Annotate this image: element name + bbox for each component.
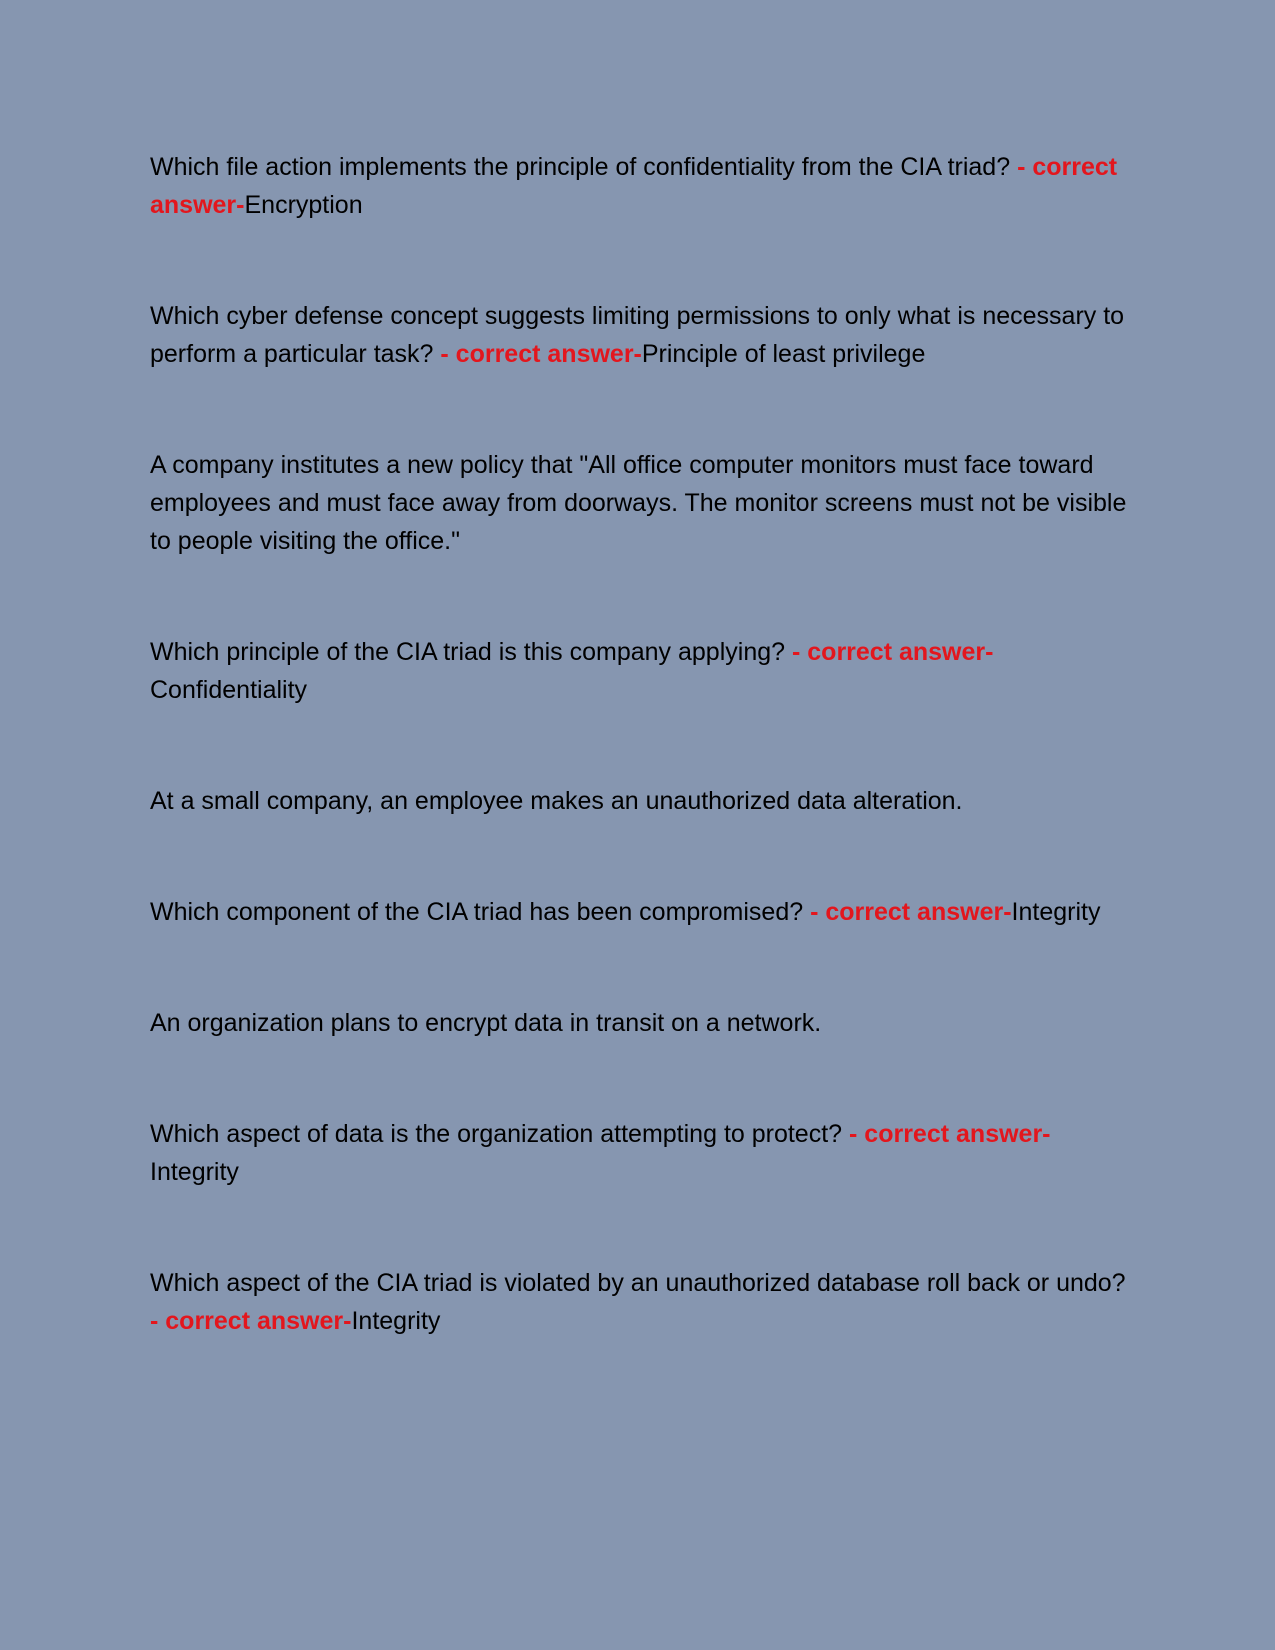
correct-answer-marker: - correct answer- <box>440 340 642 368</box>
answer-text: Principle of least privilege <box>641 340 926 368</box>
question-text: Which file action implements the principle of confidentiality from the CIA triad? <box>150 153 1011 181</box>
correct-answer-marker: - correct answer- <box>810 898 1012 926</box>
correct-answer-marker: - correct answer- <box>849 1120 1051 1148</box>
correct-answer-marker: - correct answer- <box>150 1307 352 1335</box>
question-text: Which component of the CIA triad has been compromised? <box>150 898 804 926</box>
question-text: Which aspect of data is the organization attempting to protect? <box>150 1120 843 1148</box>
answer-text: Integrity <box>150 1158 239 1186</box>
qa-item-5 <box>150 1115 1135 1191</box>
answer-text: Integrity <box>1011 898 1101 926</box>
context-text: At a small company, an employee makes an unauthorized data alteration. <box>150 787 963 815</box>
answer-text: Confidentiality <box>150 676 308 704</box>
context-text: An organization plans to encrypt data in transit on a network. <box>150 1009 822 1037</box>
scenario-text <box>150 446 1135 560</box>
scenario-text <box>150 1004 1135 1042</box>
question-text: Which cyber defense concept suggests limiting permissions to only what is necessary to perform a particular task? <box>150 302 1125 368</box>
correct-answer-marker: - correct answer- <box>150 153 1118 219</box>
context-text: A company institutes a new policy that "All office computer monitors must face toward employees and must face away from doorways. The monitor screens must not be visible to people visiting the office." <box>150 451 1127 555</box>
question-text: Which principle of the CIA triad is this company applying? <box>150 638 786 666</box>
qa-item-4 <box>150 893 1135 931</box>
qa-item-3 <box>150 633 1135 709</box>
answer-text: Encryption <box>244 191 363 219</box>
answer-text: Integrity <box>351 1307 441 1335</box>
qa-item-1 <box>150 148 1135 224</box>
question-text: Which aspect of the CIA triad is violated by an unauthorized database roll back or undo? <box>150 1269 1126 1297</box>
scenario-text <box>150 782 1135 820</box>
qa-item-2 <box>150 297 1135 373</box>
correct-answer-marker: - correct answer- <box>792 638 994 666</box>
qa-item-6 <box>150 1264 1135 1340</box>
